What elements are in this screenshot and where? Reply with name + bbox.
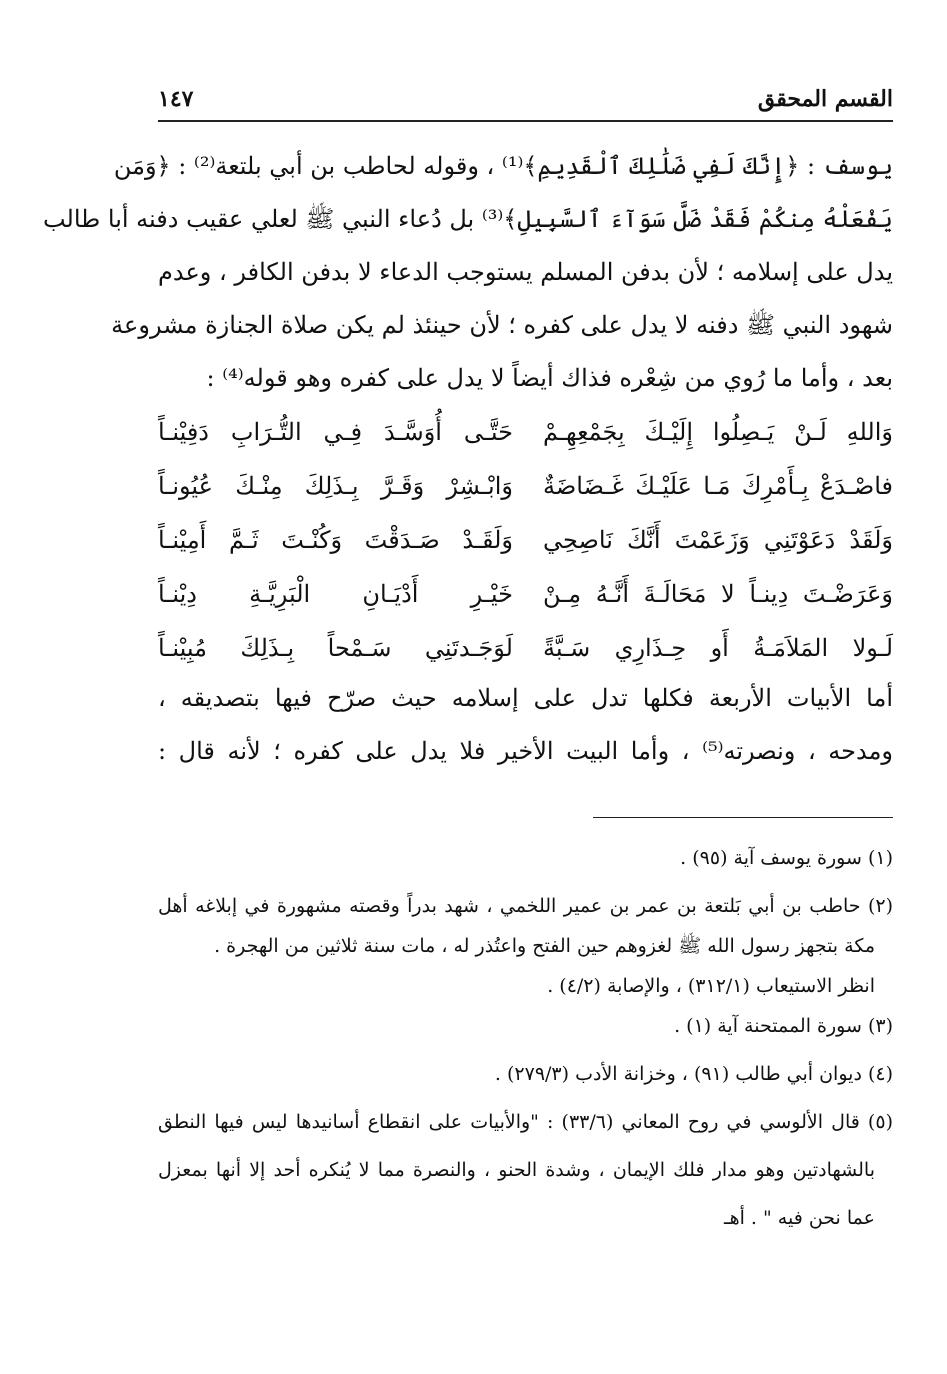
footnote-line: (١) سورة يوسف آية (٩٥) . <box>680 847 893 869</box>
poem-verse <box>158 567 893 621</box>
verse-first-hemistich: فاصْـدَعْ بِـأَمْرِكَ مَـا عَلَيْـكَ غَـضَاضَةٌ <box>543 472 893 500</box>
poem-verse <box>158 621 893 675</box>
verse-second-hemistich: حَتَّـى أُوَسَّـدَ فِـي التُّـرَابِ دَفِيْنـاً <box>158 418 513 446</box>
poem-verse <box>158 459 893 513</box>
verse-first-hemistich: لَـولا المَلاَمَـةُ أَو حِـذَارِي سَـبَّةً <box>543 634 893 662</box>
poem <box>158 405 893 675</box>
footnotes <box>158 838 893 1238</box>
verse-second-hemistich: خَيْـرِ أَدْيَـانِ الْبَرِيَّـةِ دِيْنـاً <box>158 580 513 608</box>
verse-first-hemistich: وَاللهِ لَـنْ يَـصِلُوا إِلَيْـكَ بِجَمْعِهِـمْ <box>543 418 893 446</box>
main-paragraph <box>42 140 893 405</box>
verse-second-hemistich: وَلَقَـدْ صَـدَقْتَ وَكُنْـتَ ثَـمَّ أَمِيْنـاً <box>158 526 513 554</box>
body-line: بعد ، وأما ما رُوي من شِعْره فذاك أيضاً لا يدل على كفره وهو قوله⁽⁴⁾ : <box>206 364 893 392</box>
footnote-line: (٢) حاطب بن أبي بَلتعة بن عمر بن عمير اللخمي ، شهد بدراً وقصته مشهورة في إبلاغه أهل <box>158 895 893 917</box>
verse-first-hemistich: وَعَرَضْـتَ دِينـاً لا مَحَالَـةَ أَنَّـهُ مِـنْ <box>543 580 893 608</box>
footnote-line: (٣) سورة الممتحنة آية (١) . <box>674 1015 893 1037</box>
page-number: ١٤٧ <box>158 86 194 112</box>
page-header <box>158 86 893 122</box>
footnote-line: بالشهادتين وهو مدار فلك الإيمان ، وشدة الحنو ، والنصرة مما لا يُنكره أحد إلا أنها بمعزل <box>158 1159 875 1181</box>
poem-verse <box>158 405 893 459</box>
body-line: يدل على إسلامه ؛ لأن بدفن المسلم يستوجب الدعاء لا بدفن الكافر ، وعدم <box>158 258 893 286</box>
body-line: يَفْعَلْهُ مِنكُمْ فَقَدْ ضَلَّ سَوَآءَ ٱلسَّبِيلِ﴾⁽³⁾ بل دُعاء النبي ﷺ لعلي عقيب دفنه أبا طالب <box>42 205 893 233</box>
footnote-line: مكة بتجهز رسول الله ﷺ لغزوهم حين الفتح واعتُذر له ، مات سنة ثلاثين من الهجرة . <box>214 935 875 957</box>
footnote-line: عما نحن فيه " . أهـ <box>724 1207 875 1229</box>
verse-second-hemistich: لَوَجَـدتَنِي سَـمْحاً بِـذَلِكَ مُبِيْنـاً <box>158 634 513 662</box>
footnote-line: (٥) قال الألوسي في روح المعاني (٣٣/٦) : "والأبيات على انقطاع أسانيدها ليس فيها النطق <box>158 1111 893 1133</box>
body-line: يوسف : ﴿إِنَّكَ لَفِي ضَلَٰلِكَ ٱلْقَدِيمِ﴾⁽¹⁾ ، وقوله لحاطب بن أبي بلتعة⁽²⁾ : ﴿وَمَن <box>113 152 893 180</box>
closing-paragraph <box>158 672 893 778</box>
footnote-line: (٤) ديوان أبي طالب (٩١) ، وخزانة الأدب (٢٧٩/٣) . <box>494 1063 893 1085</box>
body-line: أما الأبيات الأربعة فكلها تدل على إسلامه حيث صرّح فيها بتصديقه ، <box>158 684 893 712</box>
section-title: القسم المحقق <box>757 86 893 112</box>
footnote-line: انظر الاستيعاب (٣١٢/١) ، والإصابة (٤/٢) . <box>547 975 875 997</box>
body-line: ومدحه ، ونصرته⁽⁵⁾ ، وأما البيت الأخير فلا يدل على كفره ؛ لأنه قال : <box>158 737 894 765</box>
poem-verse <box>158 513 893 567</box>
footnote-separator <box>593 817 893 818</box>
body-line: شهود النبي ﷺ دفنه لا يدل على كفره ؛ لأن حينئذ لم يكن صلاة الجنازة مشروعة <box>111 311 893 339</box>
verse-first-hemistich: وَلَقَدْ دَعَوْتَنِي وَزَعَمْتَ أَنَّكَ نَاصِحِي <box>543 526 893 554</box>
verse-second-hemistich: وَابْـشِرْ وَقَـرَّ بِـذَلِكَ مِنْـكَ عُيُونـاً <box>158 472 513 500</box>
